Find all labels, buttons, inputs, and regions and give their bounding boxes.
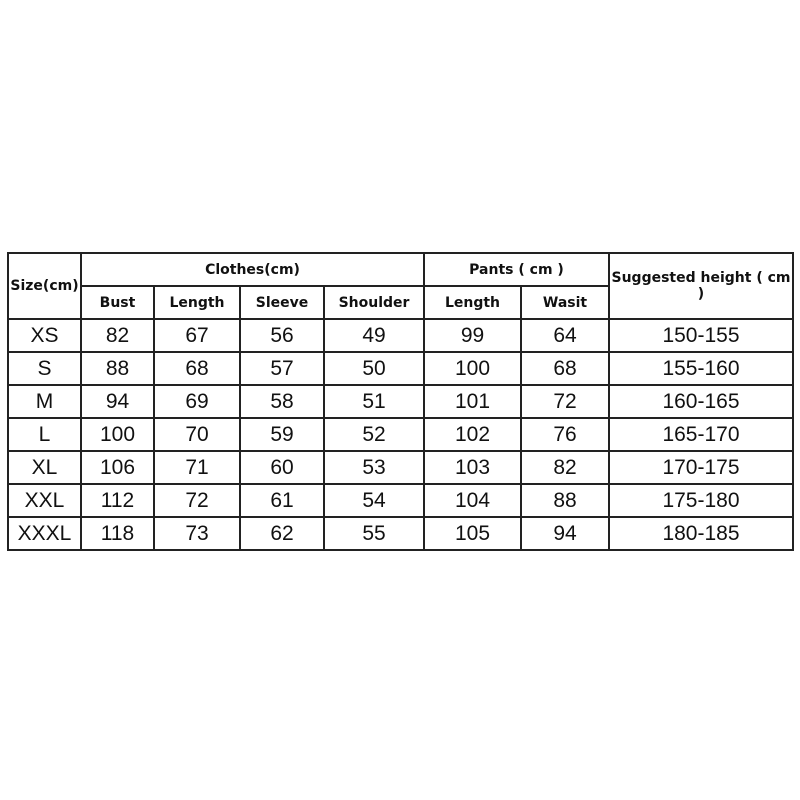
size-cell: S [8, 352, 81, 385]
sub-header-shoulder: Shoulder [324, 286, 424, 319]
size-cell: XXL [8, 484, 81, 517]
length-cell: 73 [154, 517, 240, 550]
pants-length-cell: 105 [424, 517, 521, 550]
suggested-height-cell: 155-160 [609, 352, 793, 385]
table-row [8, 484, 793, 517]
sleeve-cell: 57 [240, 352, 324, 385]
pants-length-cell: 100 [424, 352, 521, 385]
sleeve-cell: 62 [240, 517, 324, 550]
shoulder-cell: 50 [324, 352, 424, 385]
length-cell: 70 [154, 418, 240, 451]
length-cell: 68 [154, 352, 240, 385]
waist-cell: 94 [521, 517, 609, 550]
pants-length-cell: 99 [424, 319, 521, 352]
suggested-height-cell: 160-165 [609, 385, 793, 418]
waist-cell: 68 [521, 352, 609, 385]
shoulder-cell: 54 [324, 484, 424, 517]
table-row [8, 319, 793, 352]
size-cell: M [8, 385, 81, 418]
shoulder-cell: 53 [324, 451, 424, 484]
table-row [8, 517, 793, 550]
waist-cell: 64 [521, 319, 609, 352]
waist-cell: 82 [521, 451, 609, 484]
size-cell: XL [8, 451, 81, 484]
sleeve-cell: 58 [240, 385, 324, 418]
size-header: Size(cm) [8, 253, 81, 319]
waist-cell: 72 [521, 385, 609, 418]
sleeve-cell: 56 [240, 319, 324, 352]
length-cell: 69 [154, 385, 240, 418]
pants-length-cell: 103 [424, 451, 521, 484]
length-cell: 67 [154, 319, 240, 352]
length-cell: 71 [154, 451, 240, 484]
length-cell: 72 [154, 484, 240, 517]
suggested-height-cell: 180-185 [609, 517, 793, 550]
bust-cell: 82 [81, 319, 154, 352]
pants-header: Pants ( cm ) [424, 253, 609, 286]
table-row [8, 451, 793, 484]
sub-header-wasit: Wasit [521, 286, 609, 319]
pants-length-cell: 102 [424, 418, 521, 451]
size-cell: XS [8, 319, 81, 352]
shoulder-cell: 51 [324, 385, 424, 418]
bust-cell: 94 [81, 385, 154, 418]
suggested-height-cell: 170-175 [609, 451, 793, 484]
table-row [8, 352, 793, 385]
suggested-height-cell: 165-170 [609, 418, 793, 451]
pants-length-cell: 101 [424, 385, 521, 418]
sub-header-sleeve: Sleeve [240, 286, 324, 319]
suggested-height-cell: 150-155 [609, 319, 793, 352]
table-row [8, 385, 793, 418]
table-row [8, 418, 793, 451]
bust-cell: 88 [81, 352, 154, 385]
bust-cell: 118 [81, 517, 154, 550]
sleeve-cell: 59 [240, 418, 324, 451]
suggested-height-header: Suggested height ( cm ) [609, 253, 793, 319]
waist-cell: 76 [521, 418, 609, 451]
size-cell: L [8, 418, 81, 451]
bust-cell: 112 [81, 484, 154, 517]
clothes-header: Clothes(cm) [81, 253, 424, 286]
size-chart-table [7, 252, 794, 551]
sleeve-cell: 60 [240, 451, 324, 484]
shoulder-cell: 55 [324, 517, 424, 550]
sub-header-length: Length [154, 286, 240, 319]
shoulder-cell: 49 [324, 319, 424, 352]
shoulder-cell: 52 [324, 418, 424, 451]
sub-header-length: Length [424, 286, 521, 319]
bust-cell: 106 [81, 451, 154, 484]
pants-length-cell: 104 [424, 484, 521, 517]
bust-cell: 100 [81, 418, 154, 451]
suggested-height-cell: 175-180 [609, 484, 793, 517]
sleeve-cell: 61 [240, 484, 324, 517]
waist-cell: 88 [521, 484, 609, 517]
sub-header-bust: Bust [81, 286, 154, 319]
size-cell: XXXL [8, 517, 81, 550]
